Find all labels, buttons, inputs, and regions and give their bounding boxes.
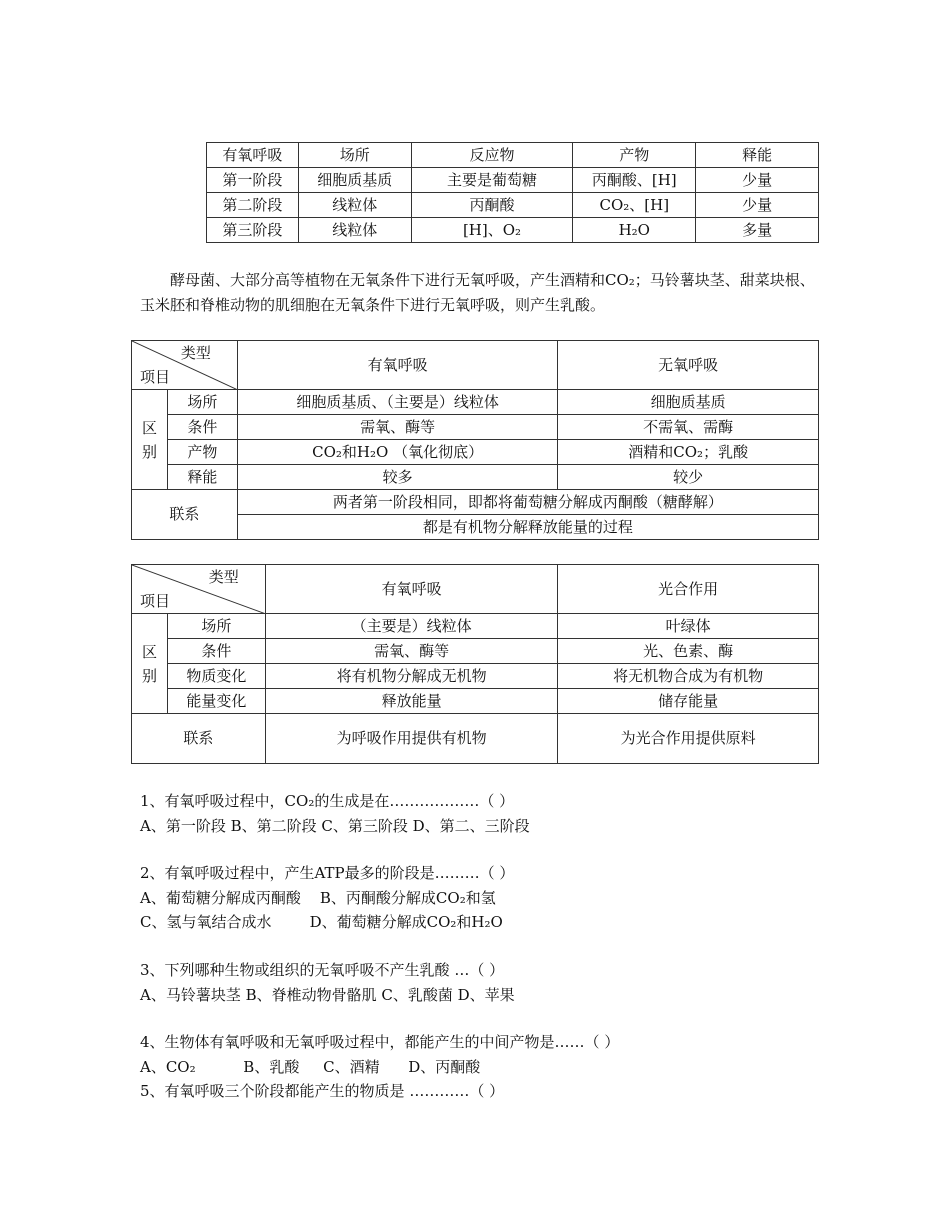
link-cell: 为呼吸作用提供有机物	[265, 714, 558, 764]
difference-group-label: 区 别	[132, 614, 168, 714]
question-2: 2、有氧呼吸过程中，产生ATP最多的阶段是………（ ）	[140, 864, 515, 882]
column-header-aerobic: 有氧呼吸	[265, 565, 558, 614]
table-cell: 第三阶段	[207, 218, 299, 243]
table-cell: 线粒体	[298, 193, 411, 218]
row-label: 能量变化	[167, 689, 265, 714]
header-cell: 释能	[696, 143, 819, 168]
question-1-options: A、第一阶段 B、第二阶段 C、第三阶段 D、第二、三阶段	[140, 817, 530, 835]
question-4: 4、生物体有氧呼吸和无氧呼吸过程中，都能产生的中间产物是……（ ）	[140, 1033, 620, 1051]
corner-item-label: 项目	[140, 591, 171, 610]
table-row	[132, 689, 819, 714]
table-row	[132, 714, 819, 764]
table-row	[132, 664, 819, 689]
header-cell: 产物	[573, 143, 696, 168]
table-cell: CO₂和H₂O （氧化彻底）	[237, 440, 558, 465]
row-label: 条件	[167, 415, 237, 440]
corner-item-label: 项目	[140, 367, 171, 386]
table-cell: 丙酮酸、[H]	[573, 168, 696, 193]
header-cell: 反应物	[411, 143, 573, 168]
question-5: 5、有氧呼吸三个阶段都能产生的物质是 …………（ ）	[140, 1082, 505, 1100]
respiration-vs-photosynthesis-table	[131, 564, 819, 764]
table-cell: 将有机物分解成无机物	[265, 664, 558, 689]
aerobic-vs-anaerobic-table	[131, 340, 819, 540]
table-cell: 较少	[558, 465, 819, 490]
question-3: 3、下列哪种生物或组织的无氧呼吸不产生乳酸 …（ ）	[140, 961, 505, 979]
table-cell: （主要是）线粒体	[265, 614, 558, 639]
question-2-options-b: C、氢与氧结合成水 D、葡萄糖分解成CO₂和H₂O	[140, 913, 503, 931]
column-header-aerobic: 有氧呼吸	[237, 341, 558, 390]
aerobic-stages-table	[206, 142, 819, 243]
diagonal-header-cell	[132, 565, 266, 614]
table-row	[207, 168, 819, 193]
row-label: 场所	[167, 614, 265, 639]
question-2-options-a: A、葡萄糖分解成丙酮酸 B、丙酮酸分解成CO₂和氢	[140, 889, 496, 907]
table-cell: [H]、O₂	[411, 218, 573, 243]
table-cell: 细胞质基质、（主要是）线粒体	[237, 390, 558, 415]
column-header-photosynthesis: 光合作用	[558, 565, 819, 614]
link-cell: 为光合作用提供原料	[558, 714, 819, 764]
table-row	[132, 465, 819, 490]
table-row	[132, 490, 819, 515]
table-cell: 光、色素、酶	[558, 639, 819, 664]
link-label: 联系	[132, 490, 238, 540]
row-label: 产物	[167, 440, 237, 465]
table-cell: 不需氧、需酶	[558, 415, 819, 440]
row-label: 条件	[167, 639, 265, 664]
row-label: 释能	[167, 465, 237, 490]
table-cell: 储存能量	[558, 689, 819, 714]
row-label: 物质变化	[167, 664, 265, 689]
table-cell: 释放能量	[265, 689, 558, 714]
corner-type-label: 类型	[180, 344, 211, 362]
link-cell: 都是有机物分解释放能量的过程	[237, 515, 818, 540]
corner-type-label: 类型	[208, 568, 239, 586]
row-label: 场所	[167, 390, 237, 415]
table-cell: 较多	[237, 465, 558, 490]
difference-group-label: 区 别	[132, 390, 168, 490]
header-cell: 有氧呼吸	[207, 143, 299, 168]
table-cell: 线粒体	[298, 218, 411, 243]
table-cell: 少量	[696, 193, 819, 218]
table-cell: 少量	[696, 168, 819, 193]
table-row	[207, 193, 819, 218]
table-cell: 丙酮酸	[411, 193, 573, 218]
table-row	[132, 614, 819, 639]
header-cell: 场所	[298, 143, 411, 168]
table-cell: 主要是葡萄糖	[411, 168, 573, 193]
table-cell: 需氧、酶等	[265, 639, 558, 664]
table-row	[132, 390, 819, 415]
table-cell: 多量	[696, 218, 819, 243]
table-cell: H₂O	[573, 218, 696, 243]
table-row	[207, 218, 819, 243]
table-row	[132, 639, 819, 664]
question-4-options: A、CO₂ B、乳酸 C、酒精 D、丙酮酸	[140, 1058, 481, 1076]
table-cell: 叶绿体	[558, 614, 819, 639]
table-cell: 第一阶段	[207, 168, 299, 193]
intro-paragraph: 酵母菌、大部分高等植物在无氧条件下进行无氧呼吸，产生酒精和CO₂；马铃薯块茎、甜菜块根、玉米胚和脊椎动物的肌细胞在无氧条件下进行无氧呼吸，则产生乳酸。	[140, 271, 815, 314]
table-cell: 细胞质基质	[558, 390, 819, 415]
table-cell: 需氧、酶等	[237, 415, 558, 440]
table-row	[132, 440, 819, 465]
table-cell: 酒精和CO₂；乳酸	[558, 440, 819, 465]
link-cell: 两者第一阶段相同，即都将葡萄糖分解成丙酮酸（糖酵解）	[237, 490, 818, 515]
table-row	[132, 415, 819, 440]
question-1: 1、有氧呼吸过程中，CO₂的生成是在………………（ ）	[140, 792, 515, 810]
diagonal-header-cell	[132, 341, 238, 390]
table-cell: CO₂、[H]	[573, 193, 696, 218]
table-header-row	[207, 143, 819, 168]
table-cell: 细胞质基质	[298, 168, 411, 193]
question-3-options: A、马铃薯块茎 B、脊椎动物骨骼肌 C、乳酸菌 D、苹果	[140, 986, 515, 1004]
table-cell: 将无机物合成为有机物	[558, 664, 819, 689]
table-cell: 第二阶段	[207, 193, 299, 218]
link-label: 联系	[132, 714, 266, 764]
column-header-anaerobic: 无氧呼吸	[558, 341, 819, 390]
